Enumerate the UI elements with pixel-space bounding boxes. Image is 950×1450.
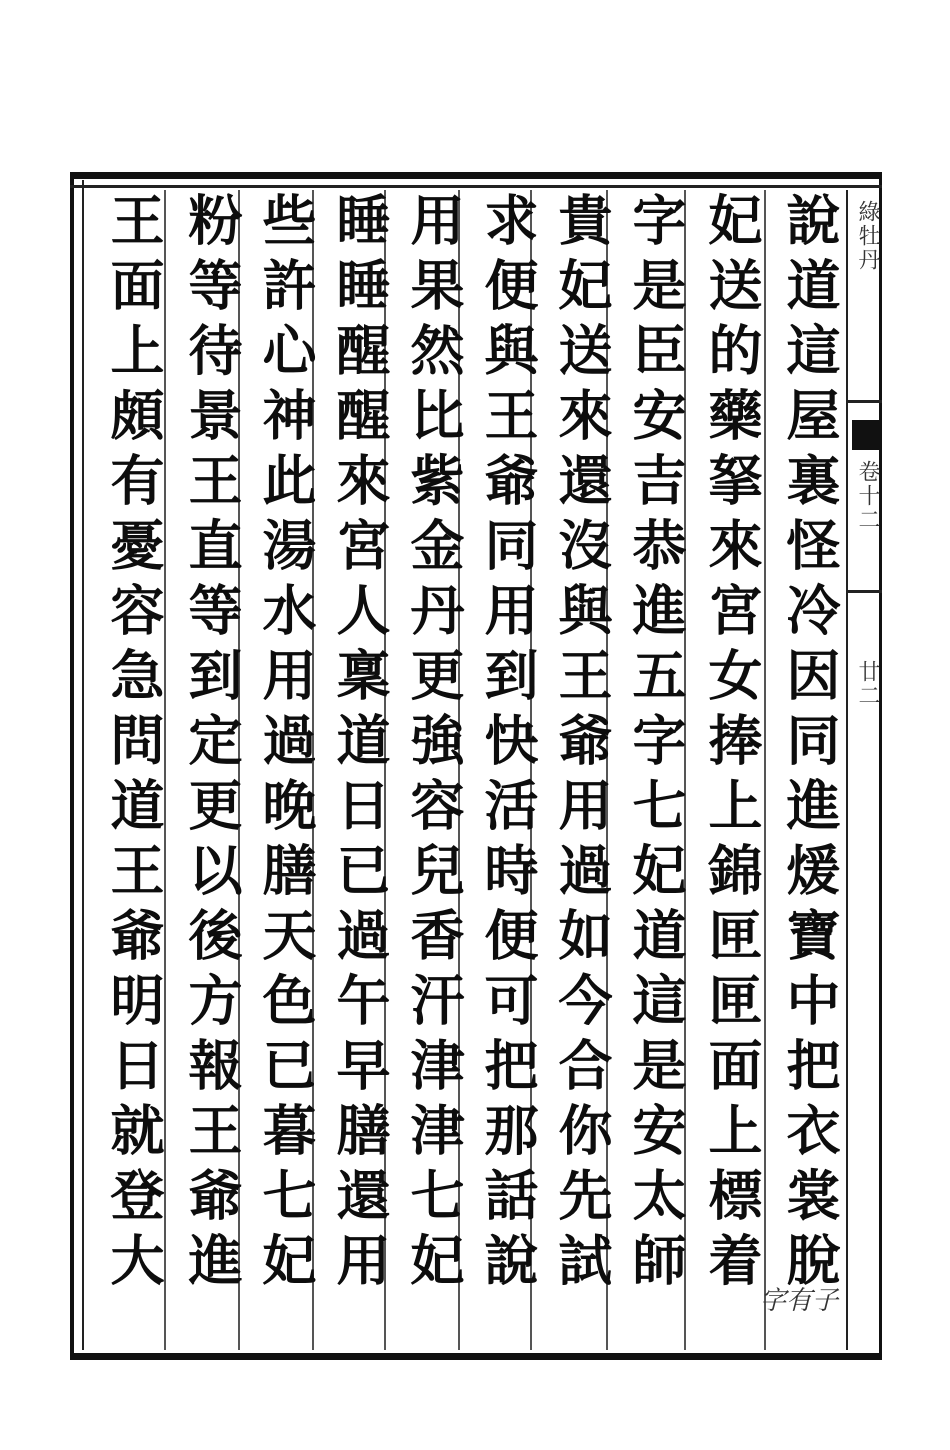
banxin-rule	[848, 590, 882, 593]
text-column: 貴妃送來還沒與王爺用過如今合你先試	[550, 192, 614, 1297]
text-column: 用果然比紫金丹更強容兒香汗津津七妃	[402, 192, 466, 1297]
fish-tail-icon	[852, 420, 880, 450]
banxin-rule	[848, 400, 882, 403]
banxin-folio: 廿二	[855, 660, 880, 708]
text-column: 王面上頗有憂容急問道王爺明日就登大	[102, 192, 166, 1297]
banxin-juan: 卷十二	[855, 460, 880, 532]
text-column: 字是臣安吉恭進五字七妃道這是安太師	[624, 192, 688, 1297]
text-column: 些許心神此湯水用過晚膳天色已暮七妃	[254, 192, 318, 1297]
text-column: 妃送的藥拏來宮女捧上錦匣匣面上標着	[700, 192, 764, 1297]
top-rule	[70, 185, 882, 188]
text-column: 說道這屋裏怪冷因同進煖寶中把衣裳脫	[778, 192, 842, 1297]
text-column: 睡睡醒醒來宮人稟道日已過午早膳還用	[328, 192, 392, 1297]
text-column: 粉等待景王直等到定更以後方報王爺進	[180, 192, 244, 1297]
banxin-title: 綠牡丹	[855, 200, 880, 272]
inner-border-line	[82, 180, 84, 1350]
handwritten-margin-note: 字有子	[760, 1286, 839, 1316]
text-column: 求便與王爺同用到快活時便可把那話說	[476, 192, 540, 1297]
